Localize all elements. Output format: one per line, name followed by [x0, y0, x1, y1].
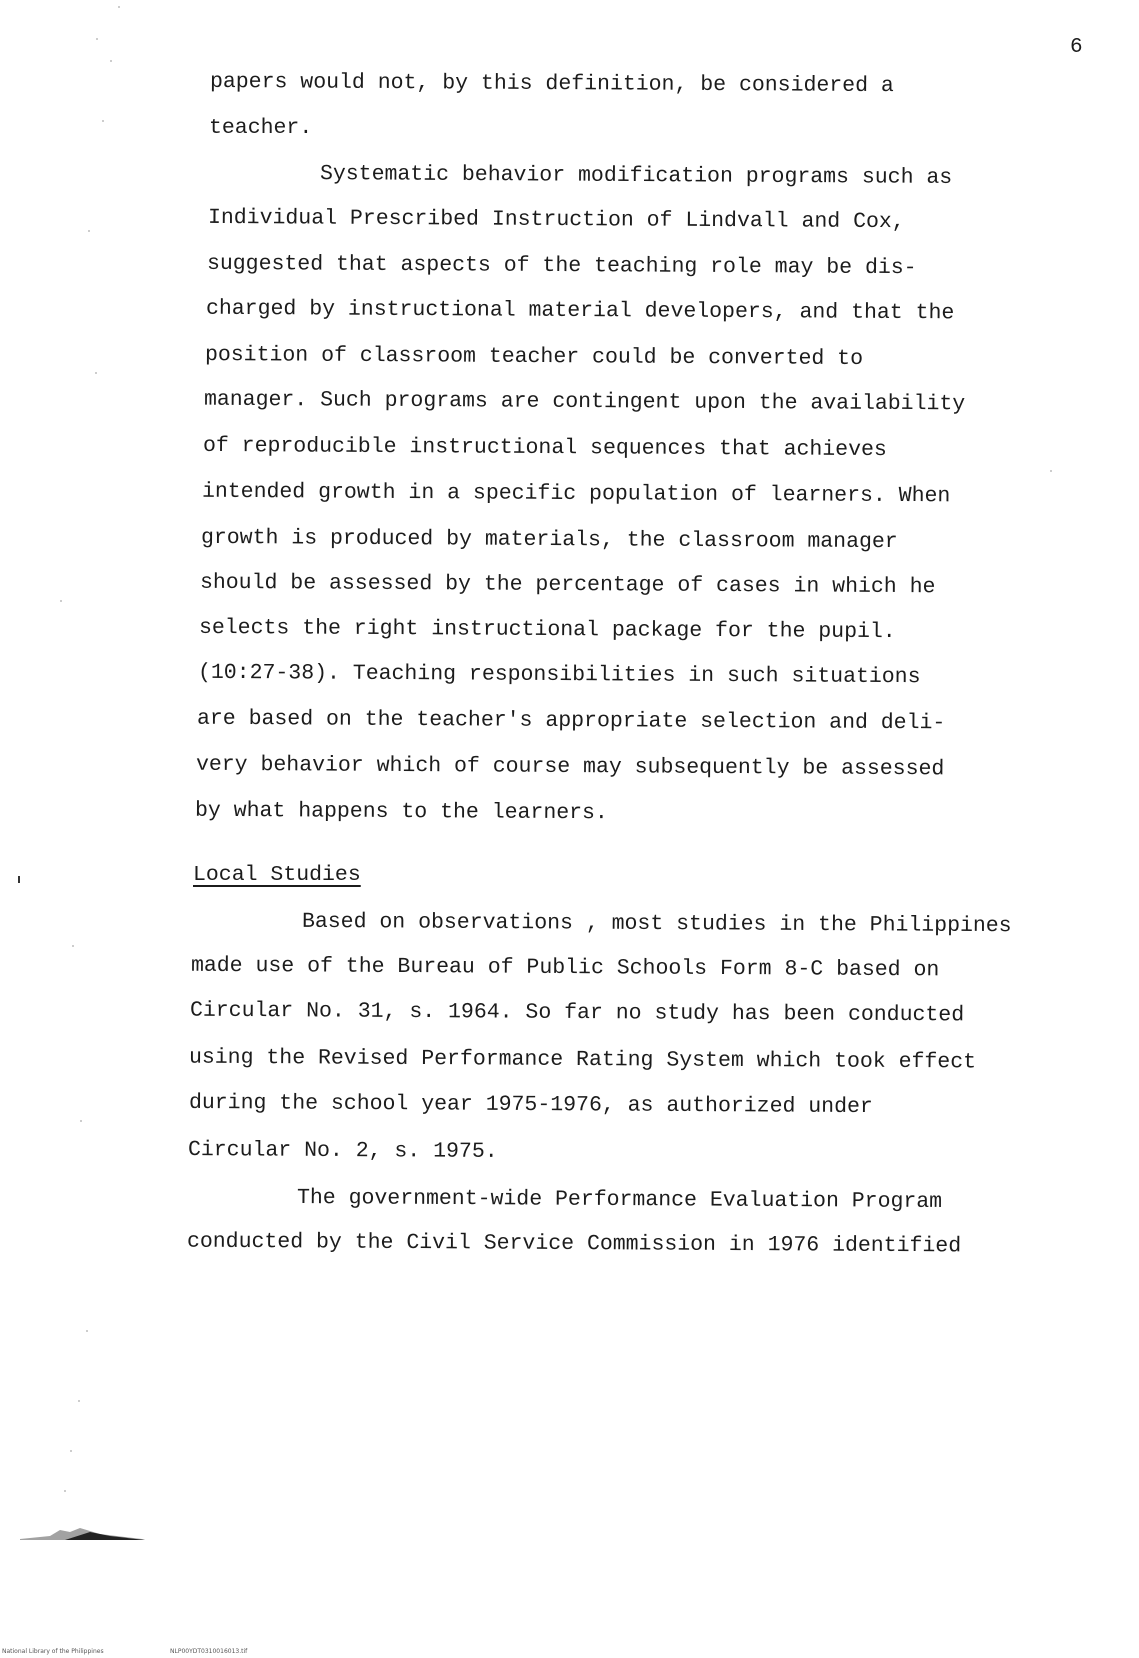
text-line: during the school year 1975-1976, as authorized under: [188, 1090, 873, 1120]
text-line: Systematic behavior modification programs such as: [319, 162, 953, 190]
section-heading: Local Studies: [193, 863, 361, 887]
text-line: intended growth in a specific population of learners. When: [201, 479, 951, 509]
text-line: selects the right instructional package for the pupil.: [198, 615, 896, 645]
text-line: position of classroom teacher could be converted to: [204, 342, 864, 372]
text-line: by what happens to the learners.: [194, 798, 608, 826]
scan-smudge-graphic: [20, 1522, 145, 1542]
text-line: Circular No. 2, s. 1975.: [187, 1138, 498, 1164]
text-line: papers would not, by this definition, be considered a: [209, 69, 894, 99]
text-line: growth is produced by materials, the classroom manager: [200, 525, 898, 555]
text-line: suggested that aspects of the teaching role may be dis-: [206, 251, 917, 281]
footer-library-name: National Library of the Philippines: [2, 1648, 104, 1655]
text-line: Based on observations , most studies in the Philippines: [301, 909, 1012, 939]
text-line: Individual Prescribed Instruction of Lindvall and Cox,: [207, 205, 905, 235]
margin-mark: [18, 876, 20, 883]
text-line: very behavior which of course may subsequently be assessed: [195, 752, 945, 782]
text-line: of reproducible instructional sequences that achieves: [202, 433, 887, 463]
text-line: conducted by the Civil Service Commission in 1976 identified: [186, 1229, 962, 1259]
text-line: made use of the Bureau of Public Schools Form 8-C based on: [190, 953, 940, 983]
footer-file-id: NLP00YDT0310016013.tif: [170, 1648, 248, 1655]
text-line: should be assessed by the percentage of cases in which he: [199, 570, 936, 600]
text-line: The government-wide Performance Evaluation Program: [296, 1186, 943, 1214]
text-line: using the Revised Performance Rating System which took effect: [188, 1045, 977, 1075]
text-line: manager. Such programs are contingent upon the availability: [203, 387, 966, 417]
text-line: Circular No. 31, s. 1964. So far no study has been conducted: [189, 998, 965, 1028]
page-number: 6: [1070, 36, 1083, 59]
text-line: (10:27-38). Teaching responsibilities in such situations: [197, 660, 921, 690]
text-line: are based on the teacher's appropriate selection and deli-: [196, 706, 946, 736]
text-line: teacher.: [209, 116, 313, 140]
text-line: charged by instructional material developers, and that the: [205, 296, 955, 326]
